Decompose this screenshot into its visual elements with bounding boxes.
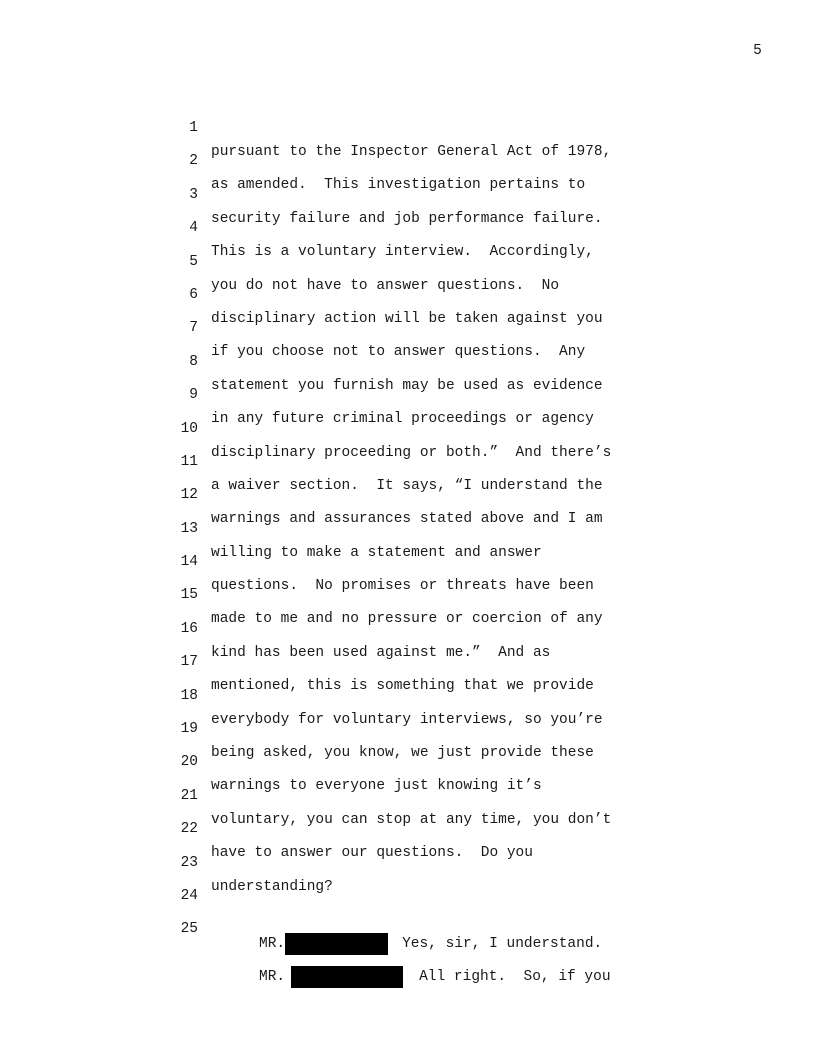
- line-number: 7: [189, 320, 198, 337]
- line-number: 4: [189, 220, 198, 237]
- line-number: 21: [180, 787, 198, 804]
- line-number: 25: [180, 921, 198, 938]
- line-number: 11: [180, 453, 198, 470]
- line-number: 3: [189, 186, 198, 203]
- transcript-line: [170, 426, 690, 494]
- transcript-line: [170, 526, 690, 595]
- speaker-statement: [259, 932, 602, 956]
- speaker-text: All right. So, if you: [419, 969, 611, 986]
- line-number: 22: [180, 821, 198, 838]
- line-text: disciplinary proceeding or both.” And there’s: [211, 444, 612, 461]
- line-number: 16: [180, 620, 198, 637]
- transcript-line: [170, 693, 690, 762]
- transcript-line: [170, 726, 690, 795]
- line-text: voluntary, you can stop at any time, you don’t: [211, 811, 612, 828]
- transcript-line: [170, 326, 690, 394]
- page-number: 5: [753, 43, 762, 59]
- line-number: 10: [180, 420, 198, 437]
- line-number: 12: [180, 487, 198, 504]
- redaction-block: [285, 933, 388, 955]
- transcript-line: [170, 259, 690, 327]
- line-text: in any future criminal proceedings or agency: [211, 411, 594, 428]
- speaker-prefix: MR.: [259, 969, 286, 986]
- line-text: understanding?: [211, 878, 333, 895]
- line-number: 13: [180, 520, 198, 537]
- transcript-line: [170, 292, 690, 361]
- line-text: warnings and assurances stated above and I am: [211, 511, 603, 528]
- transcript-line: [170, 192, 690, 261]
- transcript-line: [170, 793, 690, 862]
- line-text: if you choose not to answer questions. Any: [211, 344, 586, 361]
- transcript-line: [170, 626, 690, 695]
- line-number: 17: [180, 654, 198, 671]
- transcript-line: [170, 92, 690, 160]
- transcript-line: [170, 459, 690, 528]
- line-text: you do not have to answer questions. No: [211, 277, 560, 294]
- line-text: pursuant to the Inspector General Act of 1978,: [211, 144, 612, 160]
- transcript-body: [170, 92, 690, 986]
- transcript-line: [170, 359, 690, 428]
- transcript-line: [170, 593, 690, 661]
- redaction-block: [291, 966, 403, 988]
- speaker-prefix: MR.: [259, 935, 286, 952]
- line-number: 18: [180, 687, 198, 704]
- line-text: warnings to everyone just knowing it’s: [211, 778, 542, 795]
- line-text: questions. No promises or threats have been: [211, 578, 594, 595]
- line-text: kind has been used against me.” And as: [211, 644, 551, 661]
- transcript-line: [170, 125, 690, 194]
- transcript-line: [170, 159, 690, 227]
- line-number: 14: [180, 554, 198, 571]
- line-number: 23: [180, 854, 198, 871]
- transcript-line: [170, 493, 690, 561]
- line-text: everybody for voluntary interviews, so you’re: [211, 711, 603, 728]
- line-number: 9: [189, 387, 198, 404]
- line-text: statement you furnish may be used as evidence: [211, 377, 603, 394]
- line-text: made to me and no pressure or coercion of any: [211, 611, 603, 628]
- transcript-line: [170, 760, 690, 828]
- line-text: a waiver section. It says, “I understand the: [211, 477, 603, 494]
- transcript-line: [170, 660, 690, 728]
- line-number: 20: [180, 754, 198, 771]
- line-number: 6: [189, 286, 198, 303]
- line-text: disciplinary action will be taken against you: [211, 310, 603, 327]
- line-number: 24: [180, 887, 198, 904]
- line-number: 19: [180, 721, 198, 738]
- line-text: being asked, you know, we just provide these: [211, 745, 594, 762]
- line-number: 15: [180, 587, 198, 604]
- speaker-statement: [259, 965, 611, 989]
- speaker-text: Yes, sir, I understand.: [402, 935, 603, 952]
- transcript-line: [170, 393, 690, 461]
- line-number: 2: [189, 153, 198, 170]
- line-number: 1: [189, 120, 198, 136]
- line-text: This is a voluntary interview. Accordingly,: [211, 244, 594, 261]
- line-number: 5: [189, 253, 198, 270]
- transcript-line: [170, 226, 690, 294]
- line-text: have to answer our questions. Do you: [211, 845, 533, 862]
- line-number: 8: [189, 353, 198, 370]
- line-text: as amended. This investigation pertains to: [211, 177, 586, 194]
- line-text: security failure and job performance failure.: [211, 210, 603, 227]
- transcript-line: [170, 827, 690, 895]
- line-text: willing to make a statement and answer: [211, 544, 542, 561]
- line-text: mentioned, this is something that we provide: [211, 678, 594, 695]
- transcript-line: [170, 559, 690, 628]
